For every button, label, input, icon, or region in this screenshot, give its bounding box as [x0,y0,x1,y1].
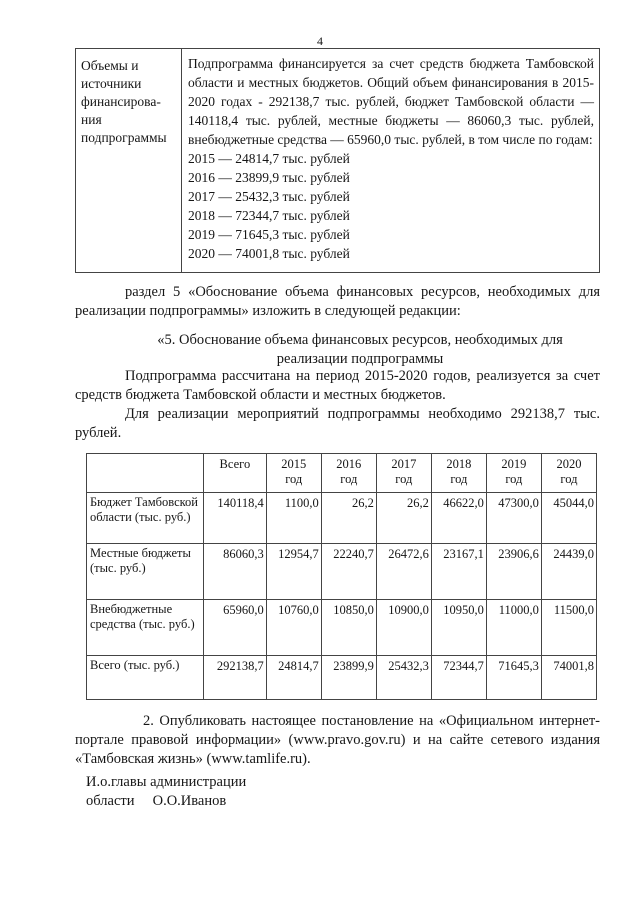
cell-total: 86060,3 [204,544,267,600]
cell-value: 24814,7 [266,656,321,700]
cell-value: 10760,0 [266,600,321,656]
header-year: 2017 год [376,454,431,493]
signature-position: И.о.главы администрации [86,774,247,790]
funding-summary-table [75,48,600,273]
intro-paragraph: Подпрограмма рассчитана на период 2015-2020 годов, реализуется за счет средств бюджета Тамбовской области и местных бюджетов. [75,368,600,403]
cell-value: 11000,0 [486,600,541,656]
section-heading-line: «5. Обоснование объема финансовых ресурсов, необходимых для [157,332,563,348]
table-row [87,544,597,600]
header-year: 2015 год [266,454,321,493]
header-empty-cell [87,454,204,493]
funding-year-line: 2020 — 74001,8 тыс. рублей [188,246,350,261]
table-row [87,600,597,656]
header-year: 2019 год [486,454,541,493]
cell-total: 140118,4 [204,493,267,544]
row-label: Местные бюджеты (тыс. руб.) [87,544,204,600]
cell-value: 47300,0 [486,493,541,544]
cell-total: 292138,7 [204,656,267,700]
cell-value: 26472,6 [376,544,431,600]
funding-year-line: 2015 — 24814,7 тыс. рублей [188,151,350,166]
row-label: Всего (тыс. руб.) [87,656,204,700]
funding-year-line: 2016 — 23899,9 тыс. рублей [188,170,350,185]
page-number: 4 [317,34,323,48]
row-label: Бюджет Тамбовской области (тыс. руб.) [87,493,204,544]
amendment-paragraph: раздел 5 «Обоснование объема финансовых ресурсов, необходимых для реализации подпрограммы» изложить в следующей редакции: [75,284,600,319]
header-year: 2016 год [321,454,376,493]
cell-value: 23167,1 [431,544,486,600]
cell-value: 25432,3 [376,656,431,700]
table-row [87,656,597,700]
cell-value: 1100,0 [266,493,321,544]
financing-table [86,453,597,700]
cell-value: 23906,6 [486,544,541,600]
signature-block [86,773,386,811]
cell-value: 74001,8 [541,656,596,700]
cell-value: 26,2 [376,493,431,544]
cell-value: 10850,0 [321,600,376,656]
cell-value: 72344,7 [431,656,486,700]
cell-value: 10900,0 [376,600,431,656]
section-heading-line: реализации подпрограммы [276,351,444,367]
signature-name: области О.О.Иванов [86,793,227,809]
table-row [87,493,597,544]
funding-label-cell: Объемы и источники финансирова-ния подпрограммы [76,49,182,273]
cell-value: 46622,0 [431,493,486,544]
cell-value: 26,2 [321,493,376,544]
row-label: Внебюджетные средства (тыс. руб.) [87,600,204,656]
funding-description-cell [182,49,600,273]
section-heading [120,331,600,369]
table-header-row [87,454,597,493]
funding-year-line: 2018 — 72344,7 тыс. рублей [188,208,350,223]
cell-value: 10950,0 [431,600,486,656]
funding-year-line: 2017 — 25432,3 тыс. рублей [188,189,350,204]
publish-paragraph: 2. Опубликовать настоящее постановление на «Официальном интернет-портале правовой информации» (www.pravo.gov.ru) и на сайте сетевого издания «Тамбовская жизнь» (www.tamlife.ru). [75,713,600,767]
funding-paragraph: Подпрограмма финансируется за счет средств бюджета Тамбовской области и местных бюджетов. Общий объем финансирования в 2015-2020 годах - 292138,7 тыс. рублей, бюджет Тамбовской области — 140118,4 тыс. рублей, местные бюджеты — 86060,3 тыс. рублей, внебюджетные средства — 65960,0 тыс. рублей, в том числе по годам: [188,56,594,147]
header-year: 2018 год [431,454,486,493]
cell-value: 45044,0 [541,493,596,544]
header-total: Всего [204,454,267,493]
cell-value: 12954,7 [266,544,321,600]
cell-value: 24439,0 [541,544,596,600]
cell-total: 65960,0 [204,600,267,656]
funding-year-line: 2019 — 71645,3 тыс. рублей [188,227,350,242]
cell-value: 11500,0 [541,600,596,656]
cell-value: 23899,9 [321,656,376,700]
header-year: 2020 год [541,454,596,493]
need-paragraph: Для реализации мероприятий подпрограммы необходимо 292138,7 тыс. рублей. [75,406,600,441]
cell-value: 71645,3 [486,656,541,700]
cell-value: 22240,7 [321,544,376,600]
